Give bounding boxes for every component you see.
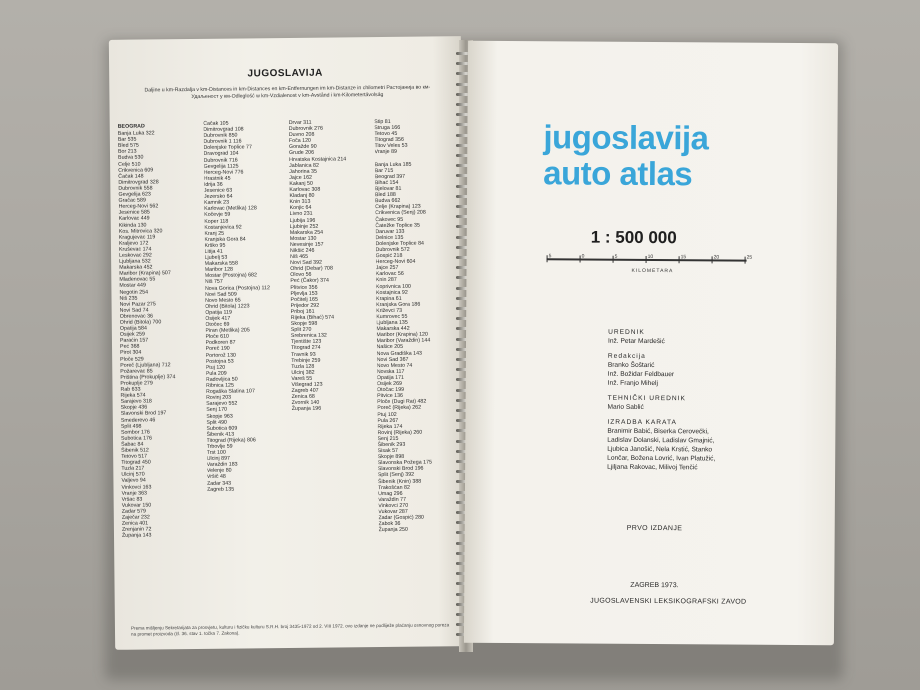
distance-entry: Višegrad 123 [291, 381, 323, 388]
distance-entry: Čakovec 95 [375, 216, 404, 223]
distance-entry: Travnik 93 [291, 351, 316, 358]
distance-entry: Piran (Metlika) 205 [205, 327, 250, 335]
distance-entry: Jesenice 585 [118, 209, 150, 217]
distance-entry: Opatija 171 [376, 374, 404, 382]
distance-entry: Trst 100 [206, 449, 226, 456]
distance-entry: Mostar 130 [289, 235, 317, 242]
distance-entry: Dubrovnik 1 116 [203, 138, 242, 146]
distance-entry: Split (Senj) 392 [377, 472, 415, 479]
distance-entry: Maribor 128 [204, 266, 234, 274]
distance-entry: Srebrenica 132 [290, 332, 327, 340]
distance-entry: Požarevac 85 [120, 368, 153, 375]
distance-entry: Vinkovci 270 [378, 502, 409, 509]
distance-entry: Šabac 84 [121, 441, 144, 448]
distance-entry: Zabok 36 [378, 521, 401, 528]
distance-entry: Dimitrovgrad 108 [203, 126, 244, 133]
distance-entry: Kranj 25 [204, 230, 225, 237]
edition-label: PRVO IZDANJE [626, 524, 683, 533]
distance-entry: Konjic 64 [289, 205, 312, 212]
distance-entry: Knin 287 [375, 277, 397, 284]
distance-entry: Jablanica 82 [289, 162, 319, 169]
distance-entry: Štip 81 [374, 118, 391, 126]
distance-entry: Nova Gorica (Postojna) 112 [204, 284, 270, 292]
distance-entry: Kostajnica 92 [375, 289, 408, 296]
distance-entry: Knin 313 [289, 198, 311, 206]
distance-entry: Rijeka 174 [377, 423, 403, 430]
distance-entry: Ohrid (Bitola) 700 [119, 319, 162, 326]
distance-entry: Herceg-Novi 604 [375, 258, 416, 266]
distance-entry: Vranje 363 [121, 490, 148, 497]
distance-entry: Tetovo 45 [374, 131, 398, 138]
distance-entry: Zvornik 140 [291, 399, 320, 407]
distance-entry: Dubrovnik 850 [203, 132, 238, 140]
distance-entry: Celje (Krapina) 123 [375, 203, 421, 211]
credit-name: Ladislav Dolanski, Ladislav Gmajnić, [607, 436, 715, 445]
distance-entry: Priština (Prokuplje) 374 [120, 374, 176, 381]
distance-entry: Koper 118 [204, 218, 229, 225]
distance-entry: Zadar (Gospić) 280 [378, 514, 425, 522]
credit-name: Ljubica Janošić, Nela Krstić, Stanko [607, 445, 713, 454]
distance-entry: Zadar 343 [206, 480, 232, 487]
credit-role: TEHNIČKI UREDNIK [607, 394, 686, 403]
distance-entry: Nova Gradiška 143 [376, 350, 422, 357]
distance-entry: Novo Mesto 65 [205, 297, 241, 304]
distance-entry: Kočevje 59 [204, 212, 231, 219]
distance-entry: Čatežke Toplice 35 [375, 222, 420, 229]
distance-entry: Kostanjevica 92 [204, 224, 242, 231]
distance-entry: Herceg-Novi 776 [203, 169, 244, 176]
publisher-label: JUGOSLAVENSKI LEKSIKOGRAFSKI ZAVOD [590, 597, 747, 606]
distance-entry: Sarajevo 552 [206, 400, 238, 408]
distance-entry: Ulcinj 570 [121, 471, 145, 479]
distance-entry: Ljubljana 532 [119, 258, 151, 265]
distance-entry: Skopje 598 [290, 320, 318, 328]
distance-entry: Trakošćan 82 [377, 484, 410, 491]
distance-entry: Makarska 442 [376, 325, 410, 333]
distance-entry: Zrenjanin 72 [121, 526, 152, 533]
distance-entry: Županja 250 [378, 527, 408, 534]
distance-entry: Priboj 161 [290, 308, 315, 315]
distance-entry: Šibenik 413 [206, 431, 235, 438]
distance-entry: Kikinda 130 [118, 221, 147, 229]
distance-entry: Makarska 558 [204, 260, 238, 268]
distance-entry: Grude 206 [288, 150, 315, 157]
distance-entry: Kamnik 23 [203, 199, 230, 207]
distance-entry: Crikvenica 609 [118, 167, 154, 174]
distance-entry: Litija 41 [204, 248, 223, 255]
atlas-title-line1: jugoslavija [543, 118, 709, 157]
distance-entry: Zagreb 135 [206, 486, 235, 493]
distance-entry: Skopje 898 [377, 453, 405, 461]
distance-entry: Dolenjske Toplice 77 [203, 144, 252, 152]
credit-name: Mario Sablić [607, 403, 644, 411]
distance-entry: Hrastnik 45 [203, 175, 231, 182]
distance-entry: Nevesinje 157 [289, 241, 324, 248]
distance-entry: Šibenik 293 [377, 441, 406, 449]
distance-entry: Subotica 176 [120, 435, 152, 442]
distance-entry: Celje 510 [118, 161, 141, 168]
distance-entry: Poreč 190 [205, 346, 230, 353]
distance-entry: Budva 662 [374, 198, 401, 205]
distance-entry: Krapina 61 [376, 295, 402, 302]
atlas-title [543, 119, 709, 192]
distance-entry: Zagreb 407 [291, 387, 319, 395]
distance-entry: Otočec 69 [205, 321, 230, 328]
distance-entry: Kladanj 80 [289, 192, 315, 200]
distance-entry: Trbovlje 59 [206, 443, 233, 450]
distance-entry: Pitvice 136 [377, 393, 404, 400]
scale-tick [613, 256, 614, 263]
distance-entry: Jajce 162 [289, 174, 312, 181]
scale-tick-label: 0 [581, 253, 585, 260]
distance-entry: Kruševac 174 [118, 246, 152, 253]
distance-entry: Vinkovci 163 [121, 483, 152, 491]
distance-entry: Ptuj 102 [377, 411, 397, 418]
distance-entry: Čačak 105 [203, 120, 229, 127]
distance-entry: Dubrovnik 558 [118, 185, 153, 192]
distance-entry: Pula 267 [377, 417, 399, 424]
right-page-title-page [464, 41, 838, 646]
distance-entry: Poreč (Ljubljana) 712 [120, 361, 171, 369]
distance-entry: Foča 120 [288, 138, 312, 145]
distance-entry: Kragujevac 119 [118, 234, 156, 241]
distance-entry: Subotica 609 [206, 425, 238, 432]
distance-entry: Slavonska Požega 175 [377, 459, 432, 467]
distance-entry: Dubrovnik 572 [375, 246, 410, 254]
distance-entry: Hrvatska Kostajnica 214 [289, 155, 347, 163]
distance-entry: Smederevo 46 [120, 416, 156, 424]
distance-entry: Jajce 257 [375, 265, 399, 272]
distance-entry: Zaječar 232 [121, 514, 150, 521]
distance-entry: Slavonski Brod 196 [377, 465, 424, 473]
distance-entry: Ulcinj 897 [206, 455, 231, 463]
distance-entry: Gračac 589 [118, 197, 146, 204]
distance-column [374, 118, 458, 536]
distance-entry: Osijek 259 [119, 331, 145, 338]
credit-name: Ljiljana Rakovac, Milivoj Tenčić [607, 463, 698, 472]
scale-tick [679, 256, 680, 263]
distance-entry: Obrenovac 36 [119, 313, 154, 320]
distance-entry: Novi Sad 74 [119, 307, 149, 314]
distance-entry: Ploče (Dugi Rat) 482 [377, 398, 427, 406]
distance-entry: Titograd 274 [291, 345, 321, 352]
distance-entry: Niš 757 [204, 279, 223, 286]
distance-entry: Tuzla 217 [121, 465, 145, 473]
distance-entry: Sisak 57 [377, 447, 398, 455]
credit-role: IZRADBA KARATA [607, 418, 677, 427]
distance-entry: Vareš 55 [291, 375, 313, 382]
left-page-distance-table [109, 36, 467, 650]
distance-entry: Rab 633 [120, 386, 141, 393]
distance-entry: Vršič 48 [206, 474, 226, 481]
distance-entry: Novi Sad 509 [204, 291, 237, 298]
distance-entry: Županja 143 [121, 532, 152, 540]
distance-entry: Rovinj 203 [206, 394, 232, 402]
credit-name: Branko Šoštarić [607, 361, 655, 370]
distance-entry: Kraljevo 172 [118, 240, 149, 247]
distance-entry: Bar 535 [117, 136, 137, 143]
distance-entry: Maribor (Varaždin) 144 [376, 337, 431, 345]
distance-entry: Mostar (Postojna) 682 [204, 272, 257, 280]
credit-name: Lončar, Božena Lovrić, Ivan Platužić, [607, 454, 716, 463]
distance-column [289, 119, 373, 537]
distance-entry: Delnice 135 [375, 234, 404, 241]
scale-tick [646, 256, 647, 263]
distance-entry: Dimitrovgrad 328 [118, 179, 159, 186]
credit-name: Inž. Petar Mardešić [607, 337, 665, 346]
distance-entry: Senj 170 [206, 407, 228, 414]
distance-entry: Kos. Mitrovica 320 [118, 227, 163, 235]
distance-entry: Varaždin 183 [206, 461, 238, 469]
credits-block [607, 328, 716, 473]
distance-entry: Rijeka (Bihać) 574 [290, 314, 335, 321]
distance-entry: Bar 715 [374, 167, 394, 174]
atlas-title-line2: auto atlas [543, 154, 693, 193]
distance-entry: Sombor 176 [120, 429, 150, 436]
distance-entry: Kranjska Gora 186 [376, 301, 421, 308]
distance-entry: Zenica 68 [291, 393, 315, 401]
distance-entry: Gevgelija 623 [118, 191, 151, 198]
distance-entry: Radovljica 50 [205, 376, 238, 383]
scale-tick-label: 15 [680, 254, 687, 261]
distance-column [118, 121, 202, 539]
distance-entry: Šibenik (Knin) 388 [377, 478, 422, 485]
distance-entry: Počitelj 165 [290, 296, 318, 303]
distance-origin-header: BEOGRAD [117, 123, 145, 130]
distance-entry: Split 498 [120, 423, 142, 430]
distance-entry: Osijek 417 [205, 315, 231, 322]
distance-entry: Novo Mesto 74 [376, 362, 413, 369]
distance-entry: Ploče 610 [205, 333, 230, 341]
distance-entry: Jezersko 64 [203, 193, 233, 200]
distance-entry: Banja Luka 322 [117, 130, 155, 137]
distance-entry: Postojna 53 [205, 358, 234, 365]
distance-entry: Ploče 529 [120, 356, 144, 363]
distance-entry: Gospić 218 [375, 252, 403, 260]
distance-entry: Titograd 450 [121, 459, 151, 466]
distance-entry: Ljubelj 53 [204, 254, 228, 261]
distance-entry: Umag 296 [378, 490, 403, 497]
distance-entry: Ljubljana 135 [376, 319, 408, 327]
distance-entry: Novi Sad 367 [376, 356, 409, 363]
distance-entry: Prijedor 292 [290, 302, 320, 309]
credit-name: Branimir Babić, Biserka Cerovečki, [607, 427, 709, 436]
distance-entry: Ulcinj 382 [291, 369, 315, 376]
distance-entry: Niš 465 [290, 253, 309, 261]
distance-entry: Budva 530 [118, 154, 144, 162]
scale-tick [712, 256, 713, 263]
distance-entry: Bled 188 [374, 191, 396, 199]
credit-name: Inž. Franjo Mihelj [607, 379, 658, 388]
distance-entry: Našice 205 [376, 344, 404, 351]
distance-entry: Nikšić 246 [290, 247, 315, 254]
distance-entry: Senj 215 [377, 435, 399, 442]
distance-entry: Velenje 80 [206, 467, 232, 475]
left-page-title: JUGOSLAVIJA [247, 67, 323, 80]
distance-entry: Tuzla 128 [291, 363, 315, 370]
distance-entry: Tetovo 517 [121, 453, 148, 460]
distance-entry: Crikvenica (Senj) 208 [375, 209, 426, 217]
distance-entry: Maribor (Krapina) 120 [376, 331, 428, 339]
distance-entry: Struga 166 [374, 124, 401, 132]
map-scale-label: 1 : 500 000 [590, 227, 677, 248]
distance-entry: Trebinje 259 [291, 357, 321, 364]
distance-entry: Pula 209 [205, 370, 227, 377]
scale-tick [580, 255, 581, 262]
distance-entry: Dubrovnik 276 [288, 125, 323, 133]
distance-entry: Jesenice 63 [203, 187, 233, 194]
distance-entry: Karlovac 308 [289, 186, 321, 194]
distance-entry: Kranjska Gora 84 [204, 236, 246, 243]
distance-entry: Skopje 963 [206, 413, 233, 420]
distance-entry: Čačak 148 [118, 173, 144, 180]
distance-entry: Leskovac 292 [119, 252, 152, 259]
scale-tick-label: 20 [713, 254, 720, 261]
credit-name: Inž. Božidar Feldbauer [607, 370, 675, 379]
distance-entry: Daruvar 133 [375, 228, 405, 235]
distance-entry: Križevci 73 [376, 307, 403, 314]
distance-entry: Maribor (Krapina) 507 [119, 270, 171, 278]
distance-entry: Podkoren 87 [205, 339, 236, 347]
distance-legend: Daljine u km-Razdalja v km-Distances in km-Distances en km-Entfernungen im km-Distanze in chilometri Растојанија во км-Удаљеност у км-Odleglość w km-Vzdialenost v km-Avstånd i km-Kilometertávolság [144, 84, 431, 100]
distance-entry: Kumrovec 55 [376, 313, 408, 321]
distance-entry: Vukovar 287 [378, 508, 408, 516]
distance-entry: Banja Luka 185 [374, 161, 412, 168]
distance-entry: Opatija 119 [205, 309, 232, 316]
distance-entry: Ljubinje 252 [289, 223, 319, 230]
distance-entry: Dravograd 104 [203, 150, 239, 158]
distance-entry: Rovinj (Rijeka) 260 [377, 429, 423, 436]
scale-tick [745, 257, 746, 264]
distance-entry: Makarska 452 [119, 264, 153, 271]
distance-entry: Dolenjske Toplice 84 [375, 240, 424, 247]
scale-tick-label: 5 [548, 253, 552, 260]
distance-entry: Ohrid (Debar) 708 [290, 265, 333, 273]
distance-entry: Herceg-Novi 562 [118, 203, 159, 210]
distance-entry: Novi Pazar 275 [119, 301, 156, 308]
distance-entry: Poreč (Rijeka) 262 [377, 405, 422, 412]
credit-role: Redakcija [607, 352, 646, 360]
distance-entry: Vukovar 150 [121, 502, 152, 509]
distance-entry: Dubrovnik 716 [203, 157, 238, 164]
distance-entry: Slavonski Brod 197 [120, 410, 167, 418]
distance-entry: Ptuj 120 [205, 364, 226, 371]
distance-entry: Olovo 56 [290, 272, 312, 279]
distance-entry: Peć (Čakor) 374 [290, 278, 329, 285]
distance-entry: Rogaška Slatina 107 [205, 388, 255, 395]
distance-column [203, 120, 287, 538]
distance-entry: Negotin 254 [119, 288, 149, 296]
distance-entry: Šibenik 512 [121, 447, 149, 454]
scale-tick [547, 255, 548, 262]
distance-entry: Krško 95 [204, 242, 226, 249]
distance-entry: Zadar 579 [121, 508, 146, 515]
city-year-label: ZAGREB 1973. [630, 581, 679, 590]
distance-entry: Bled 575 [117, 142, 139, 150]
distance-entry: Plitvice 356 [290, 284, 318, 291]
distance-entry: Idrija 36 [203, 181, 223, 188]
distance-entry: Otočac 199 [376, 386, 405, 394]
distance-entry: Skopje 436 [120, 404, 148, 412]
distance-entry: Ribnica 125 [205, 382, 234, 389]
distance-entry: Karlovac 449 [118, 215, 150, 223]
distance-entry: Novi Sad 392 [290, 259, 323, 267]
distance-entry: Karlovac 56 [375, 271, 404, 278]
distance-entry: Pljevlja 153 [290, 290, 318, 297]
distance-entry: Rijeka 574 [120, 392, 146, 399]
distance-entry: Bjelovar 81 [374, 185, 402, 193]
distance-entry: Ohrid (Bitola) 1223 [205, 303, 250, 310]
distance-entry: Peć 368 [120, 343, 140, 351]
distance-entry: Split 270 [290, 326, 312, 334]
distance-entry: Jahorina 35 [289, 168, 317, 175]
distance-entry: Koprivnica 100 [375, 283, 411, 290]
distance-entry: Prokuplje 279 [120, 380, 153, 387]
distance-entry: Opatija 584 [119, 325, 147, 332]
distance-entry: Bihać 154 [374, 179, 399, 187]
distance-entry: Titograd (Rijeka) 806 [206, 437, 256, 444]
distance-entry: Valjevo 94 [121, 477, 146, 485]
distance-entry: Mostar 449 [119, 282, 146, 290]
distance-entry: Split 490 [206, 419, 227, 426]
scale-tick-label: 5 [614, 253, 618, 260]
scale-unit-label: KILOMETARA [631, 267, 674, 275]
distance-entry: Sarajevo 318 [120, 398, 152, 405]
distance-entry: Zenica 401 [121, 520, 149, 527]
distance-entry: Osijek 269 [376, 380, 402, 388]
distance-entry: Bor 213 [117, 148, 137, 156]
tax-footnote: Prema mišljenju Sekretarijata za prosvjetu, kulturu i fizičku kulturu S.R.H. broj 3435-1972 od 2. VIII 1972. ovo izdanje ne podliježe plaćanju osnovnog poreza na promet proizvoda (čl. 36. stav 1. točka 7. Zakona). [130, 622, 450, 637]
distance-entry: Makarska 254 [289, 229, 324, 236]
distance-entry: Titov Veles 53 [374, 143, 408, 150]
distance-entry: Ljubija 196 [289, 217, 316, 224]
distance-entry: Vršac 83 [121, 496, 143, 503]
distance-entry: Duvno 208 [288, 131, 315, 139]
distance-entry: Mladenovac 55 [119, 276, 156, 284]
scale-tick-label: 10 [647, 253, 654, 261]
distance-entry: Drvar 311 [288, 119, 312, 126]
distance-entry: Županja 196 [291, 406, 322, 413]
distance-entry: Gevgelija 1125 [203, 163, 239, 170]
distance-entry: Kakanj 50 [289, 180, 313, 187]
scale-tick-label: 25 [746, 254, 753, 261]
distance-entry: Niš 235 [119, 295, 138, 302]
distance-entry: Pirot 304 [120, 350, 142, 357]
distance-entry: Paraćin 157 [119, 337, 149, 345]
distance-entry: Varaždin 77 [378, 496, 407, 503]
distance-entry: Livno 231 [289, 211, 313, 218]
distance-entry: Novska 117 [376, 368, 405, 375]
distance-entry: Titograd 356 [374, 137, 404, 144]
distance-entry: Karlovac (Metlika) 128 [204, 205, 257, 213]
distance-entry: Portorož 130 [205, 352, 236, 359]
distance-columns [118, 118, 458, 539]
credit-role: UREDNIK [608, 328, 645, 336]
distance-entry: Vranje 89 [374, 149, 398, 156]
distance-entry: Beograd 397 [374, 173, 406, 180]
distance-entry: Tjentište 123 [290, 339, 322, 346]
distance-entry: Goražde 90 [288, 144, 317, 151]
